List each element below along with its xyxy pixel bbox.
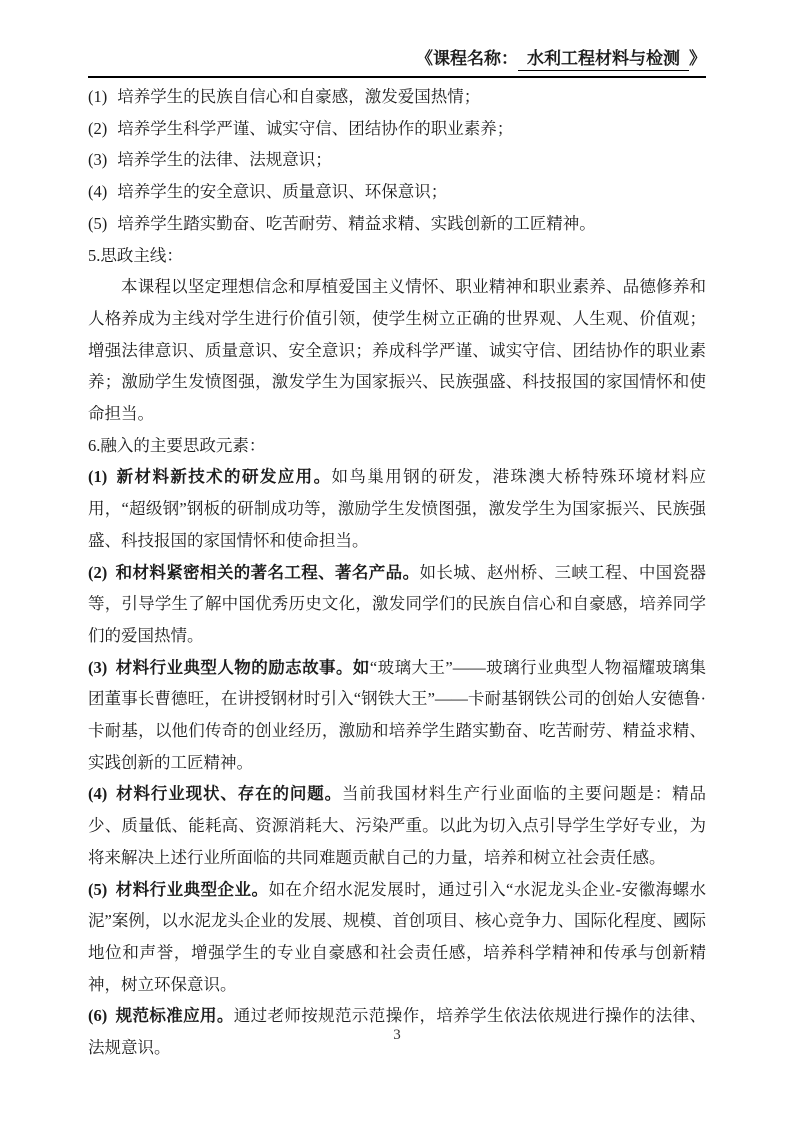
item-bold-lead: 新材料新技术的研发应用。 [115,467,332,487]
page-number: 3 [393,1027,401,1043]
list-item-number: (4) [88,182,108,202]
header-prefix: 《课程名称： [416,49,518,68]
item-text: “玻璃大王”——玻璃行业典型人物福耀玻璃集团董事长曹德旺，在讲授钢材时引入“钢铁大王”——卡耐基钢铁公司的创始人安德鲁·卡耐基，以他们传奇的创业经历，激励和培养学生踏实勤奋、吃苦耐劳、精益求精、实践创新的工匠精神。 [88,657,706,772]
list-item-text: 培养学生的安全意识、质量意识、环保意识； [117,182,448,202]
item-text: 通过老师按规范示范操作，培养学生依法依规进行操作的法律、法规意识。 [88,1006,707,1058]
item-number: (4) [88,784,108,804]
list-item [88,144,706,176]
item-number: (3) [88,657,108,677]
item-bold-lead: 材料行业现状、存在的问题。 [115,784,342,804]
item-text: 如在介绍水泥发展时，通过引入“水泥龙头企业-安徽海螺水泥”案例，以水泥龙头企业的发展、规模、首创项目、核心竞争力、国际化程度、國际地位和声誉，增强学生的专业自豪感和社会责任感，培养科学精神和传承与创新精神，树立环保意识。 [88,879,706,994]
item-bold-lead: 材料行业典型企业。 [115,879,269,899]
list-item-text: 培养学生踏实勤奋、吃苦耐劳、精益求精、实践创新的工匠精神。 [117,213,596,233]
item-bold-lead: 规范标准应用。 [115,1006,234,1026]
list-item-text: 培养学生的法律、法规意识； [117,150,332,170]
list-item [88,113,706,145]
intro-goal-list [88,78,706,240]
item-text: 如长城、赵州桥、三峡工程、中国瓷器等，引导学生了解中国优秀历史文化，激发同学们的民族自信心和自豪感，培养同学们的爱国热情。 [88,562,707,645]
item-number: (5) [88,879,108,899]
section6-heading: 6.融入的主要思政元素： [88,435,266,455]
item-text: 当前我国材料生产行业面临的主要问题是：精品少、质量低、能耗高、资源消耗大、污染严重。以此为切入点引导学生学好专业，为将来解决上述行业所面临的共同难题贡献自己的力量，培养和树立社会责任感。 [88,784,706,867]
item-bold-lead: 和材料紧密相关的著名工程、著名产品。 [115,562,420,582]
list-item-number: (3) [88,150,108,170]
section5-paragraph: 本课程以坚定理想信念和厚植爱国主义情怀、职业精神和职业素养、品德修养和人格养成为主线对学生进行价值引领，使学生树立正确的世界观、人生观、价值观；增强法律意识、质量意识、安全意识；养成科学严谨、诚实守信、团结协作的职业素养；激励学生发愤图强，激发学生为国家振兴、民族强盛、科技报国的家国情怀和使命担当。 [88,277,706,424]
item-number: (6) [88,1006,108,1026]
list-item-text: 培养学生的民族自信心和自豪感，激发爱国热情； [117,87,481,106]
item-bold-lead: 材料行业典型人物的励志故事。如 [115,657,370,677]
ideology-item [88,874,706,1001]
item-number: (1) [88,467,108,487]
list-item-text: 培养学生科学严谨、诚实守信、团结协作的职业素养； [117,118,514,138]
course-name-underlined: 水利工程材料与检测 [518,48,689,71]
list-item [88,176,706,208]
ideology-item [88,778,706,873]
item-text: 如鸟巢用钢的研发，港珠澳大桥特殊环境材料应用，“超级钢”钢板的研制成功等，激励学生发愤图强，激发学生为国家振兴、民族强盛、科技报国的家国情怀和使命担当。 [88,467,707,550]
list-item-number: (5) [88,213,108,233]
list-item [88,81,706,113]
section5-heading: 5.思政主线： [88,245,183,265]
page-content [88,44,706,1064]
item-number: (2) [88,562,108,582]
list-item-number: (1) [88,87,108,106]
header-suffix: 》 [689,49,706,68]
list-item [88,208,706,240]
ideology-item [88,652,706,779]
ideology-item [88,557,706,652]
list-item-number: (2) [88,118,108,138]
course-title-header [88,44,706,78]
ideology-item [88,461,706,556]
